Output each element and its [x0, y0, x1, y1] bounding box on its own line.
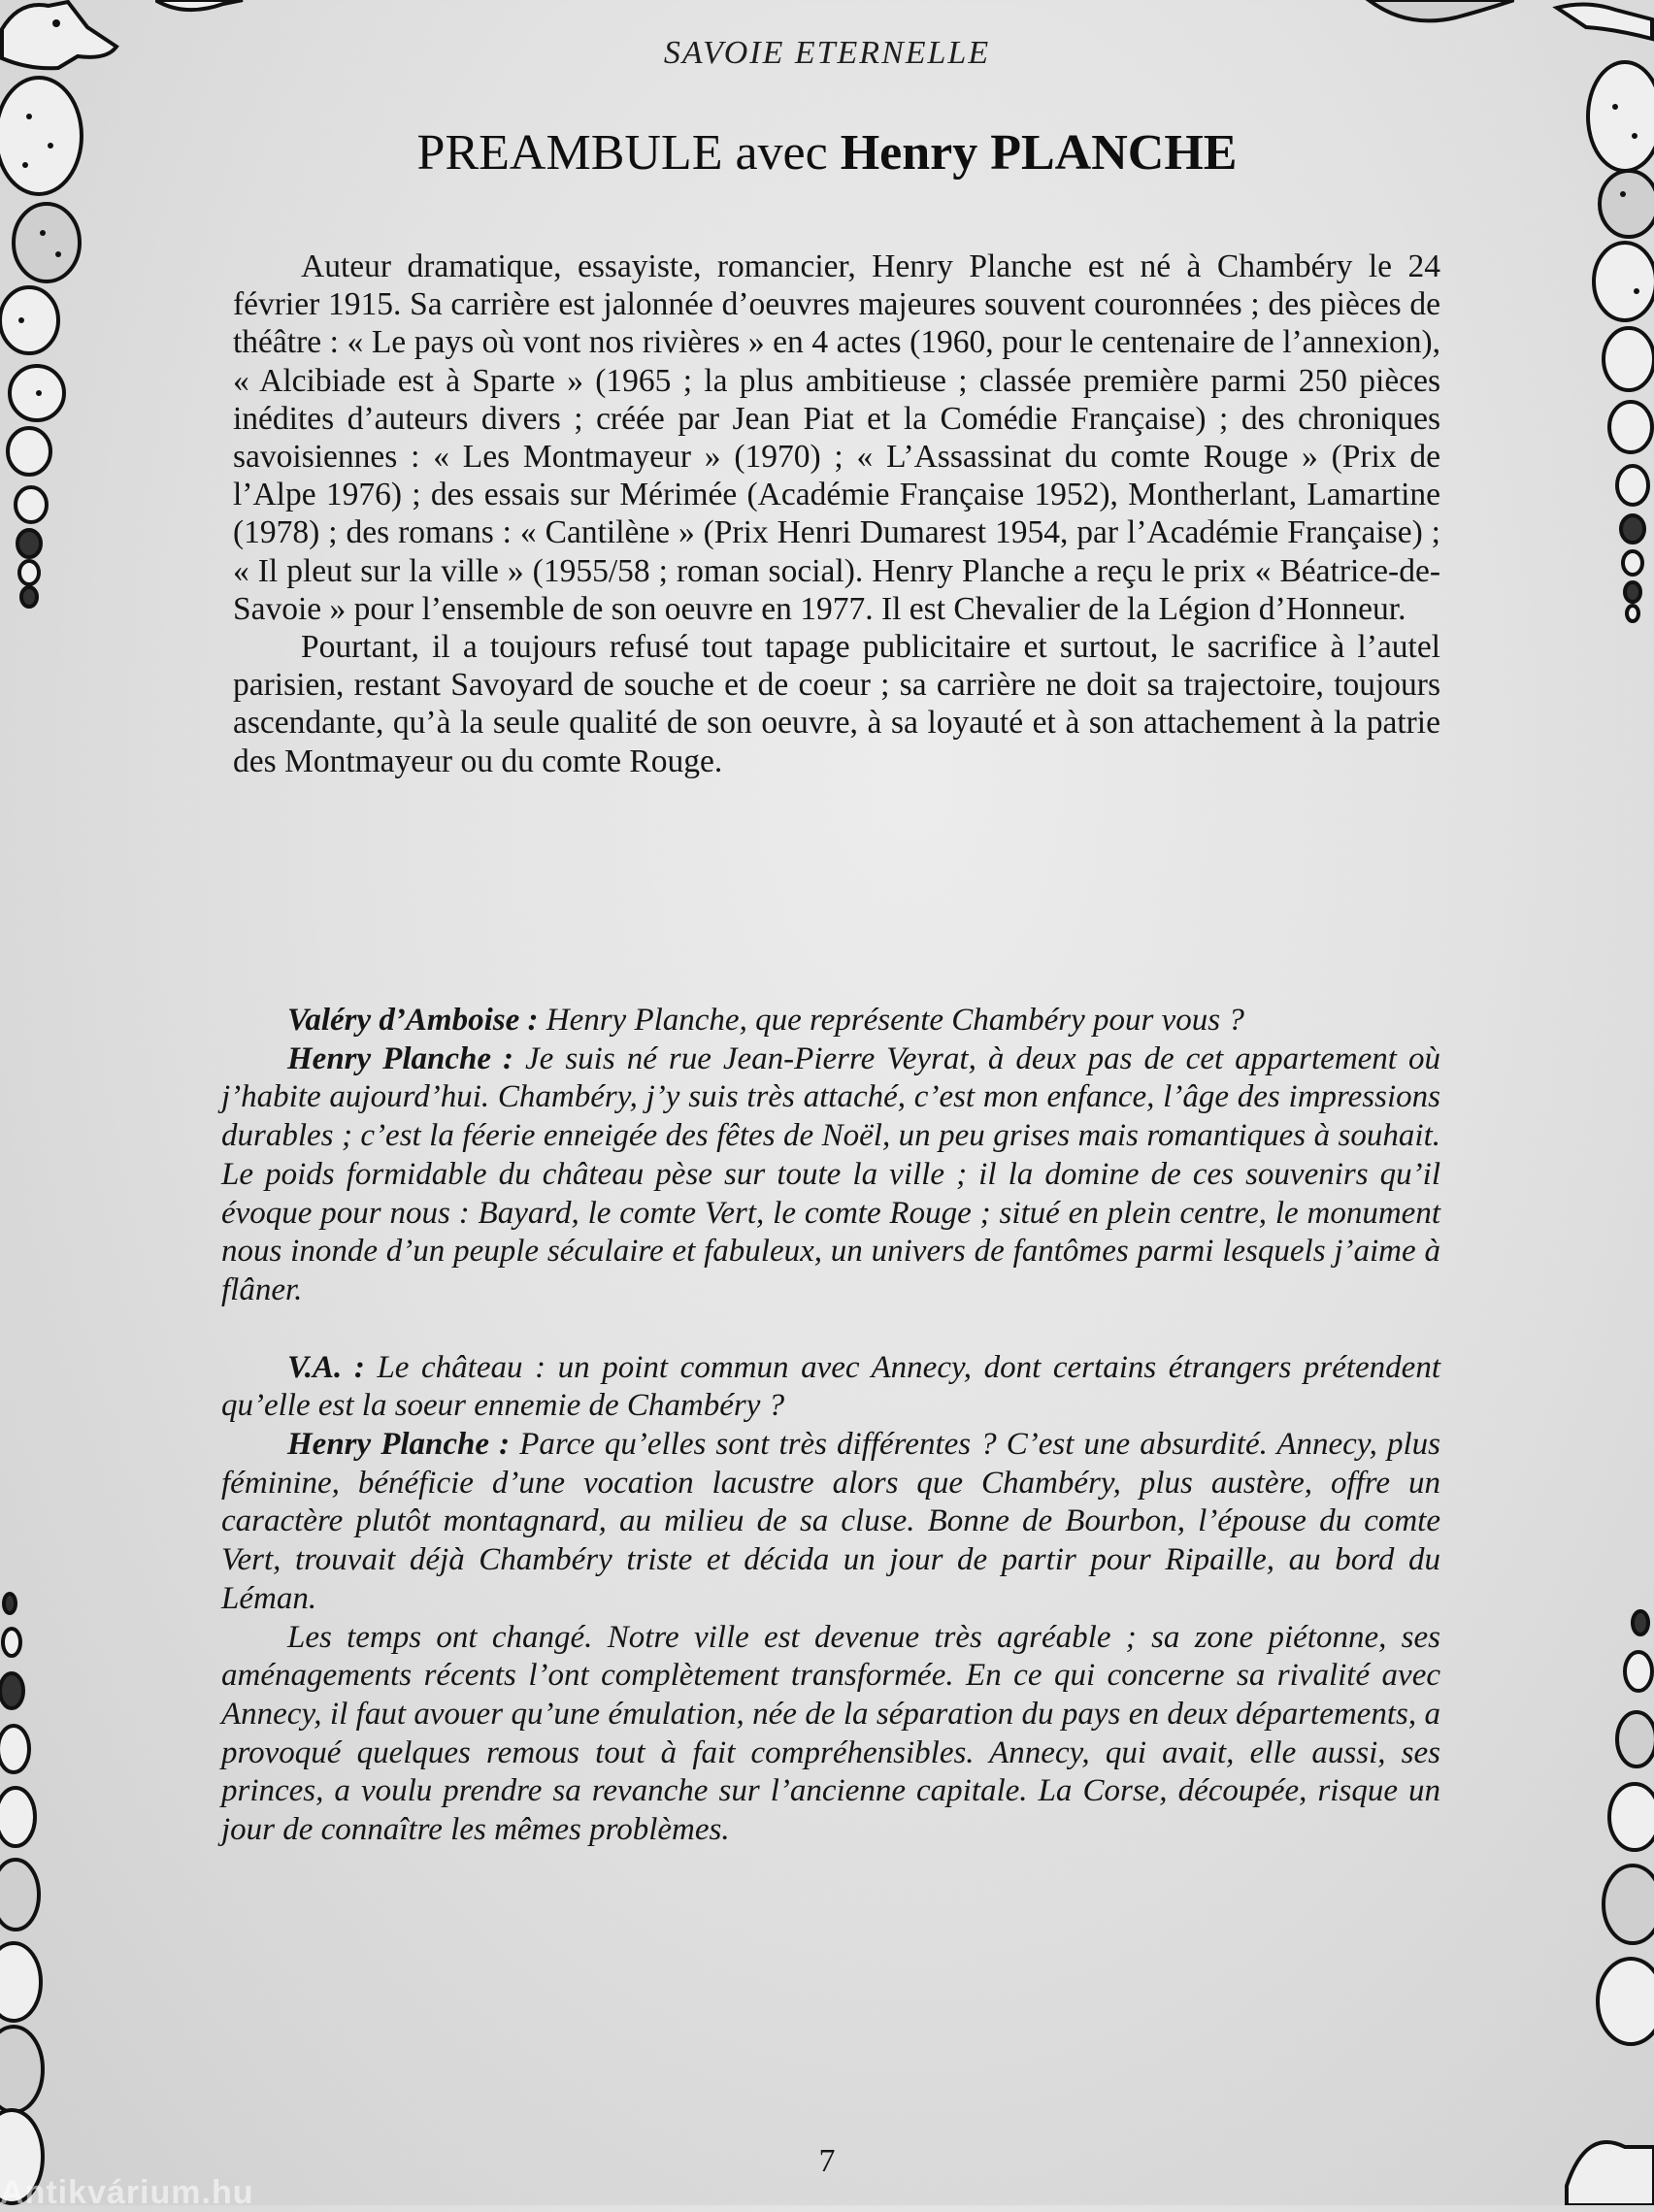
- page-number: 7: [818, 2143, 836, 2179]
- interview-paragraph: [221, 1002, 1440, 1040]
- speaker-name: V.A. :: [287, 1349, 365, 1385]
- interview-paragraph: [221, 1426, 1440, 1619]
- paragraph-text: Je suis né rue Jean-Pierre Veyrat, à deux pas de cet appartement où j’habite aujourd’hui. Chambéry, j’y suis très attaché, c’est mon enfance, l’âge des impressions durables ; c’est la féerie enneigée des fêtes de Noël, un peu grises mais romantiques à souhait. Le poids formidable du château pèse sur toute la ville ; il la domine de ces souvenirs qu’il évoque pour nous : Bayard, le comte Vert, le comte Rouge ; situé en plein centre, le monument nous inonde d’un peuple séculaire et fabuleux, un univers de fantômes parmi lesquels j’aime à flâner.: [221, 1040, 1440, 1307]
- interview-paragraph: [221, 1619, 1440, 1850]
- intro-text: [233, 248, 1440, 780]
- top-center-border-illustration: [155, 0, 1514, 39]
- top-right-border-illustration: [1547, 0, 1654, 641]
- page-title: [0, 124, 1654, 182]
- paragraph-text: Parce qu’elles sont très différentes ? C’est une absurdité. Annecy, plus féminine, bénéficie d’une vocation lacustre alors que Chambéry, plus austère, offre un caractère plutôt montagnard, au milieu de sa cluse. Bonne de Bourbon, l’épouse du comte Vert, trouvait déjà Chambéry triste et décida un jour de partir pour Ripaille, au bord du Léman.: [221, 1427, 1440, 1616]
- bottom-right-border-illustration: [1547, 1603, 1654, 2205]
- watermark: Antikvárium.hu: [0, 2174, 254, 2211]
- top-left-border-illustration: [0, 0, 126, 621]
- interview-paragraph: [221, 1349, 1440, 1426]
- speaker-name: Henry Planche :: [287, 1040, 514, 1076]
- intro-paragraph: Pourtant, il a toujours refusé tout tapage publicitaire et surtout, le sacrifice à l’autel parisien, restant Savoyard de souche et de coeur ; sa carrière ne doit sa trajectoire, toujours ascendante, qu’à la seule qualité de son oeuvre, à sa loyauté et à son attachement à la patrie des Montmayeur ou du comte Rouge.: [233, 629, 1440, 779]
- interview-text: [221, 1002, 1440, 1850]
- paragraph-text: Le château : un point commun avec Annecy, dont certains étrangers prétendent qu’elle est la soeur ennemie de Chambéry ?: [221, 1349, 1440, 1424]
- interview-paragraph: [221, 1040, 1440, 1310]
- speaker-name: Valéry d’Amboise :: [287, 1003, 539, 1038]
- intro-paragraph: Auteur dramatique, essayiste, romancier, Henry Planche est né à Chambéry le 24 février 1915. Sa carrière est jalonnée d’oeuvres majeures souvent couronnées ; des pièces de théâtre : « Le pays où vont nos rivières » en 4 actes (1960, pour le centenaire de l’annexion), « Alcibiade est à Sparte » (1965 ; la plus ambitieuse ; classée première parmi 250 pièces inédites d’auteurs divers ; créée par Jean Piat et la Comédie Française) ; des chroniques savoisiennes : « Les Montmayeur » (1970) ; « L’Assassinat du comte Rouge » (Prix de l’Alpe 1976) ; des essais sur Mérimée (Académie Française 1952), Montherlant, Lamartine (1978) ; des romans : « Cantilène » (Prix Henri Dumarest 1954, par l’Académie Française) ; « Il pleut sur la ville » (1955/58 ; roman social). Henry Planche a reçu le prix « Béatrice-de-Savoie » pour l’ensemble de son oeuvre en 1977. Il est Chevalier de la Légion d’Honneur.: [233, 248, 1440, 627]
- title-prefix: PREAMBULE avec: [416, 125, 828, 181]
- paragraph-text: Henry Planche, que représente Chambéry pour vous ?: [538, 1003, 1244, 1038]
- speaker-name: Henry Planche :: [287, 1427, 511, 1463]
- running-header: SAVOIE ETERNELLE: [663, 35, 991, 71]
- title-name: Henry PLANCHE: [840, 125, 1238, 181]
- paragraph-text: Les temps ont changé. Notre ville est devenue très agréable ; sa zone piétonne, ses aménagements récents l’ont complètement transformée. En ce qui concerne sa rivalité avec Annecy, il faut avouer qu’une émulation, née de la séparation du pays en deux départements, a provoqué quelques remous tout à fait compréhensibles. Annecy, qui avait, elle aussi, ses princes, a voulu prendre sa revanche sur l’ancienne capitale. La Corse, découpée, risque un jour de connaître les mêmes problèmes.: [221, 1619, 1440, 1848]
- bottom-left-border-illustration: [0, 1584, 68, 2205]
